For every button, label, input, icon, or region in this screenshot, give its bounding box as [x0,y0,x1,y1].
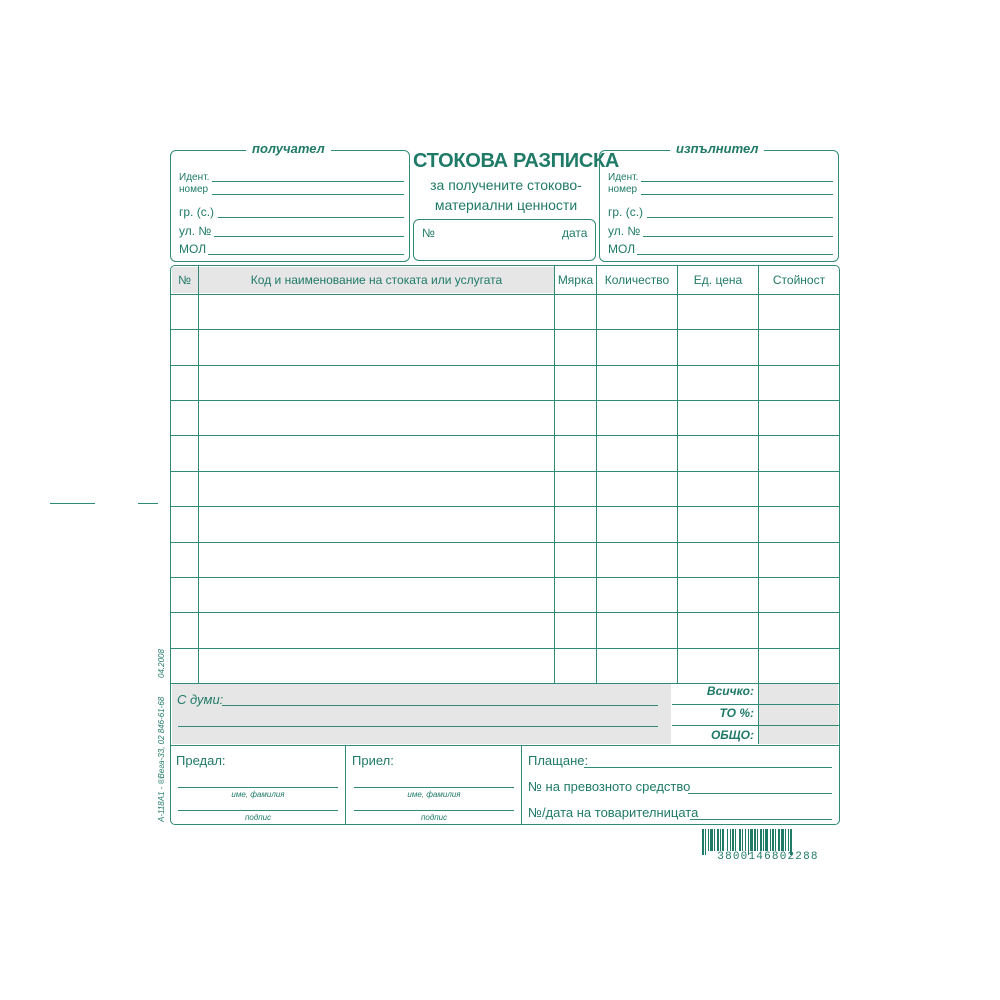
side-print-code: A-118A1 - ®Вега-33, 02 846-61-68 [157,696,166,822]
totals-divider-1 [672,704,839,705]
waybill-label: №/дата на товарителницата [528,805,699,820]
total-value-cell[interactable] [759,684,838,704]
executor-id-line-2[interactable] [641,194,833,195]
document-subtitle-2: материални ценности [434,197,578,213]
table-row[interactable] [171,330,839,363]
executor-street-line[interactable] [643,236,833,237]
footer-divider-1 [345,745,346,825]
barcode-bar [754,829,756,851]
grand-total-value-cell[interactable] [759,726,838,744]
barcode-bar [775,829,776,851]
payment-line[interactable] [584,767,832,768]
payment-label: Плащане: [528,753,589,768]
recipient-mol-line[interactable] [208,254,404,255]
barcode-bar [739,829,741,851]
executor-legend: изпълнител [670,141,764,156]
barcode-bar [742,829,743,851]
barcode-bar [720,829,721,851]
barcode-bar [750,829,753,851]
footer-divider-2 [521,745,522,825]
barcode-bar [765,829,768,851]
barcode-bar [735,829,736,851]
table-row[interactable] [171,366,839,399]
table-row[interactable] [171,472,839,505]
barcode [700,829,836,865]
barcode-bar [710,829,713,851]
side-print-date: 04.2008 [157,649,166,678]
recipient-city-line[interactable] [218,217,404,218]
table-row[interactable] [171,295,839,328]
recipient-street-line[interactable] [214,236,404,237]
col-header-unit: Мярка [557,273,594,287]
total-label: Всичко: [706,684,754,698]
recipient-id-label-2: номер [179,184,209,195]
number-label: № [422,226,435,240]
crop-mark-right [138,503,158,504]
received-label: Приел: [352,753,394,768]
document-subtitle-1: за получените стоково- [430,177,582,193]
waybill-line[interactable] [690,819,832,820]
barcode-bar [770,829,771,851]
col-header-value: Стойност [772,273,826,287]
vehicle-line[interactable] [688,793,832,794]
received-name-caption: име, фамилия [407,790,461,799]
executor-mol-line[interactable] [637,254,833,255]
totals-divider-2 [672,725,839,726]
barcode-bar [730,829,731,851]
col-header-price: Ед. цена [693,273,743,287]
handed-name-caption: име, фамилия [231,790,285,799]
crop-mark-left [50,503,95,504]
in-words-shade [172,684,671,744]
executor-city-label: гр. (с.) [608,205,644,219]
recipient-city-label: гр. (с.) [179,205,215,219]
barcode-bar [708,829,709,851]
barcode-digits: 3800146802288 [717,851,819,863]
table-row[interactable] [171,649,839,682]
barcode-bar [745,829,746,851]
received-name-line[interactable] [354,787,514,788]
barcode-bar [722,829,724,851]
handed-signature-line[interactable] [178,810,338,811]
executor-id-label-2: номер [608,184,638,195]
executor-city-line[interactable] [647,217,833,218]
handed-label: Предал: [176,753,226,768]
received-signature-caption: подпис [420,813,448,822]
date-label: дата [562,226,588,240]
vehicle-label: № на превозното средство [528,779,691,794]
recipient-legend: получател [246,141,331,156]
table-row[interactable] [171,543,839,576]
executor-id-line-1[interactable] [641,181,833,182]
table-row[interactable] [171,613,839,646]
barcode-bar [757,829,758,851]
barcode-bar [717,829,719,851]
barcode-bar [788,829,789,851]
vat-label: ТО %: [719,706,754,720]
vat-value-cell[interactable] [759,705,838,725]
in-words-label: С думи: [177,692,224,707]
recipient-street-label: ул. № [179,224,212,238]
recipient-mol-label: МОЛ [179,242,207,256]
barcode-bar [763,829,764,851]
table-row[interactable] [171,401,839,434]
recipient-id-line-2[interactable] [212,194,404,195]
col-header-name: Код и наименование на стоката или услугата [250,273,503,287]
table-row[interactable] [171,578,839,611]
document-title: СТОКОВА РАЗПИСКА [413,150,620,172]
table-row[interactable] [171,507,839,540]
handed-signature-caption: подпис [244,813,272,822]
recipient-id-label-1: Идент. [179,172,210,183]
executor-id-label-1: Идент. [608,172,639,183]
barcode-bar [760,829,762,851]
grand-total-label: ОБЩО: [710,728,754,742]
barcode-bar [778,829,780,851]
recipient-id-line-1[interactable] [212,181,404,182]
barcode-bar [714,829,715,851]
received-signature-line[interactable] [354,810,514,811]
barcode-bar [781,829,784,851]
in-words-line-2[interactable] [178,726,658,727]
col-header-qty: Количество [604,273,670,287]
barcode-bar [727,829,728,851]
barcode-bar [772,829,774,851]
handed-name-line[interactable] [178,787,338,788]
barcode-bar [785,829,786,851]
col-header-no: № [178,273,191,287]
totals-bottom-line [171,745,839,746]
executor-street-label: ул. № [608,224,641,238]
barcode-bar [732,829,734,851]
in-words-line-1[interactable] [222,705,658,706]
executor-mol-label: МОЛ [608,242,636,256]
table-row[interactable] [171,436,839,469]
